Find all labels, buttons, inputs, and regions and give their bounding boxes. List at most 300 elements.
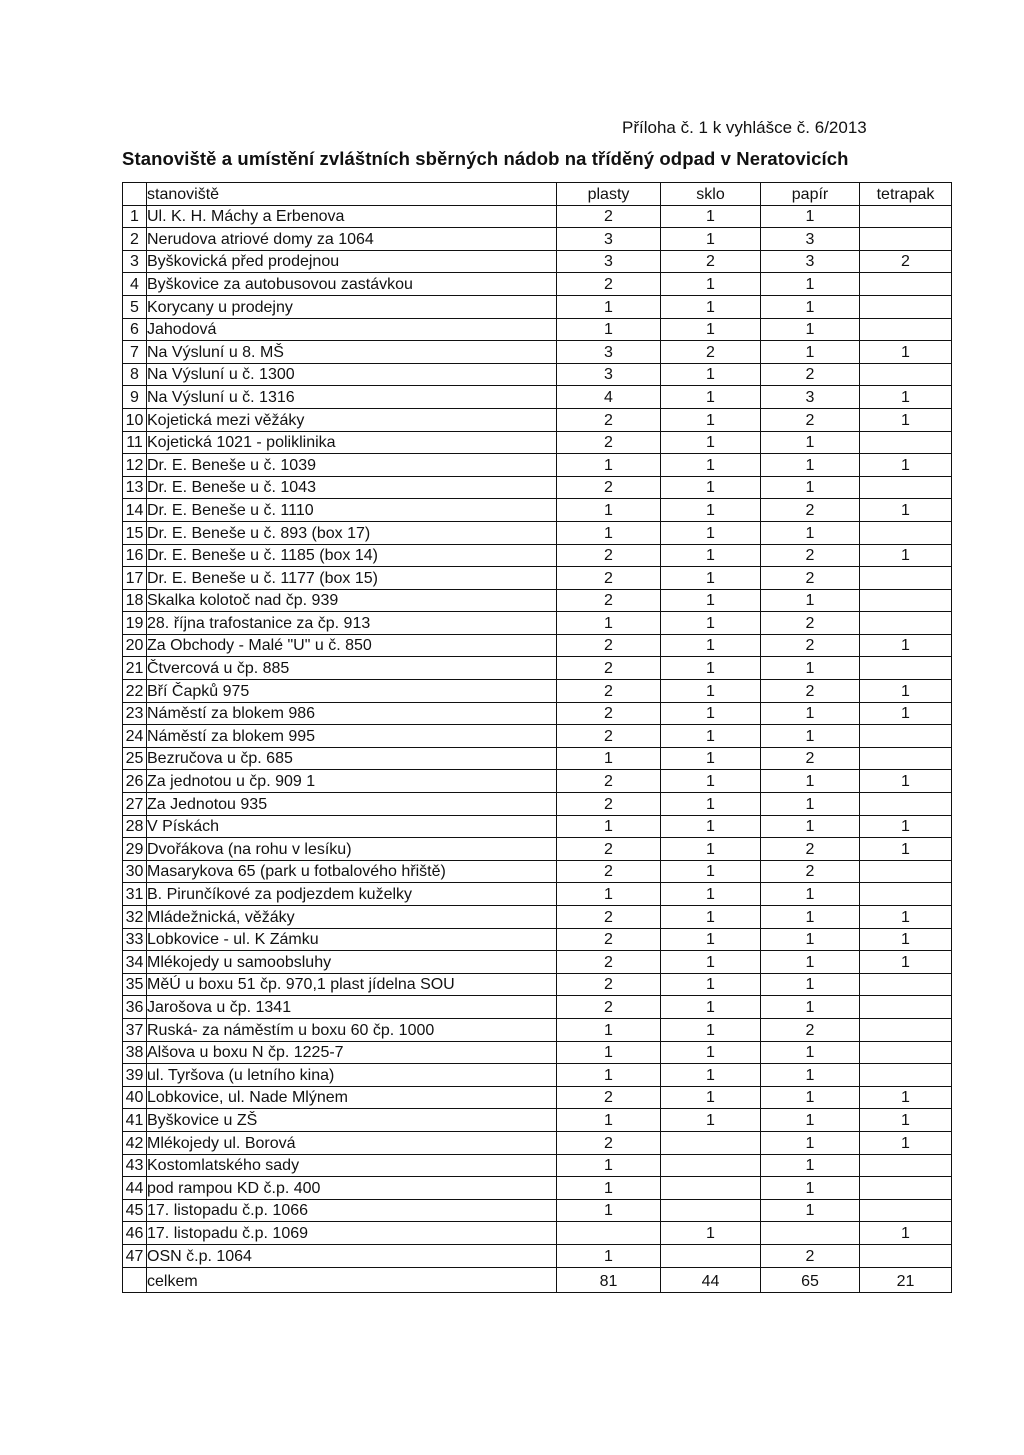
cell-number: 17 (123, 567, 147, 590)
cell-location: Lobkovice, ul. Nade Mlýnem (147, 1086, 557, 1109)
cell-plastics: 2 (557, 544, 661, 567)
table-row (123, 589, 952, 612)
cell-tetrapak (860, 205, 952, 228)
cell-tetrapak (860, 1064, 952, 1087)
cell-location: Korycany u prodejny (147, 295, 557, 318)
cell-glass: 1 (661, 793, 761, 816)
cell-location: Lobkovice - ul. K Zámku (147, 928, 557, 951)
cell-paper: 1 (761, 1199, 860, 1222)
cell-location: Za Obchody - Malé "U" u č. 850 (147, 634, 557, 657)
cell-location: Dr. E. Beneše u č. 1043 (147, 476, 557, 499)
cell-glass: 2 (661, 341, 761, 364)
cell-plastics: 2 (557, 860, 661, 883)
header-paper: papír (761, 183, 860, 206)
cell-glass: 1 (661, 521, 761, 544)
cell-glass: 1 (661, 860, 761, 883)
cell-tetrapak (860, 295, 952, 318)
cell-location: Byškovice za autobusovou zastávkou (147, 273, 557, 296)
cell-glass: 1 (661, 544, 761, 567)
cell-plastics: 2 (557, 408, 661, 431)
header-glass: sklo (661, 183, 761, 206)
cell-number: 23 (123, 702, 147, 725)
table-row (123, 951, 952, 974)
cell-number: 29 (123, 838, 147, 861)
cell-glass: 1 (661, 702, 761, 725)
cell-plastics: 2 (557, 657, 661, 680)
cell-paper: 3 (761, 386, 860, 409)
cell-number: 44 (123, 1177, 147, 1200)
cell-paper: 1 (761, 318, 860, 341)
cell-number: 15 (123, 521, 147, 544)
cell-number: 38 (123, 1041, 147, 1064)
cell-plastics (557, 1222, 661, 1245)
total-number (123, 1267, 147, 1292)
cell-paper: 2 (761, 860, 860, 883)
cell-plastics: 4 (557, 386, 661, 409)
cell-glass: 1 (661, 612, 761, 635)
table-row (123, 408, 952, 431)
cell-plastics: 2 (557, 431, 661, 454)
table-row (123, 1064, 952, 1087)
cell-tetrapak (860, 1177, 952, 1200)
cell-paper: 1 (761, 1041, 860, 1064)
cell-tetrapak: 1 (860, 680, 952, 703)
cell-location: Za jednotou u čp. 909 1 (147, 770, 557, 793)
cell-location: Na Výsluní u č. 1300 (147, 363, 557, 386)
cell-tetrapak (860, 725, 952, 748)
table-row (123, 431, 952, 454)
cell-tetrapak: 1 (860, 928, 952, 951)
cell-tetrapak: 1 (860, 770, 952, 793)
cell-plastics: 1 (557, 1154, 661, 1177)
cell-glass: 1 (661, 1018, 761, 1041)
cell-location: Dr. E. Beneše u č. 1185 (box 14) (147, 544, 557, 567)
collection-points-table (122, 182, 952, 1293)
header-plastics: plasty (557, 183, 661, 206)
cell-location: Jarošova u čp. 1341 (147, 996, 557, 1019)
cell-plastics: 3 (557, 250, 661, 273)
header-location: stanoviště (147, 183, 557, 206)
cell-glass (661, 1199, 761, 1222)
cell-number: 8 (123, 363, 147, 386)
cell-tetrapak: 1 (860, 544, 952, 567)
cell-tetrapak: 1 (860, 906, 952, 929)
cell-plastics: 1 (557, 1177, 661, 1200)
cell-glass: 1 (661, 476, 761, 499)
table-row (123, 273, 952, 296)
cell-glass: 1 (661, 408, 761, 431)
table-row (123, 228, 952, 251)
document-reference: Příloha č. 1 k vyhlášce č. 6/2013 (622, 118, 867, 137)
cell-plastics: 1 (557, 883, 661, 906)
total-plastics: 81 (557, 1267, 661, 1292)
table-row (123, 1109, 952, 1132)
cell-paper: 2 (761, 567, 860, 590)
cell-number: 31 (123, 883, 147, 906)
cell-tetrapak: 1 (860, 1222, 952, 1245)
cell-paper: 3 (761, 250, 860, 273)
cell-location: Dr. E. Beneše u č. 893 (box 17) (147, 521, 557, 544)
cell-number: 16 (123, 544, 147, 567)
table-row (123, 996, 952, 1019)
cell-paper: 2 (761, 499, 860, 522)
table-row (123, 906, 952, 929)
cell-tetrapak (860, 860, 952, 883)
cell-plastics: 2 (557, 567, 661, 590)
table-row (123, 860, 952, 883)
table-row (123, 1244, 952, 1267)
cell-number: 19 (123, 612, 147, 635)
cell-paper: 2 (761, 408, 860, 431)
cell-number: 13 (123, 476, 147, 499)
cell-tetrapak: 1 (860, 634, 952, 657)
cell-glass: 1 (661, 906, 761, 929)
table-row (123, 1199, 952, 1222)
cell-location: Mlékojedy u samoobsluhy (147, 951, 557, 974)
cell-paper: 1 (761, 1109, 860, 1132)
cell-plastics: 1 (557, 1064, 661, 1087)
cell-paper: 3 (761, 228, 860, 251)
cell-location: Ul. K. H. Máchy a Erbenova (147, 205, 557, 228)
cell-paper: 1 (761, 973, 860, 996)
cell-location: Náměstí za blokem 986 (147, 702, 557, 725)
cell-plastics: 2 (557, 973, 661, 996)
table-row (123, 702, 952, 725)
cell-tetrapak (860, 318, 952, 341)
cell-glass: 1 (661, 680, 761, 703)
table-row (123, 363, 952, 386)
cell-glass: 1 (661, 1109, 761, 1132)
cell-location: 17. listopadu č.p. 1066 (147, 1199, 557, 1222)
table-row (123, 250, 952, 273)
cell-paper: 1 (761, 454, 860, 477)
cell-location: Byškovice u ZŠ (147, 1109, 557, 1132)
cell-glass: 1 (661, 589, 761, 612)
table-row (123, 295, 952, 318)
cell-glass: 1 (661, 747, 761, 770)
cell-number: 22 (123, 680, 147, 703)
cell-number: 42 (123, 1131, 147, 1154)
cell-glass: 1 (661, 228, 761, 251)
cell-paper: 1 (761, 770, 860, 793)
cell-location: Čtvercová u čp. 885 (147, 657, 557, 680)
cell-location: 28. října trafostanice za čp. 913 (147, 612, 557, 635)
table-row (123, 1131, 952, 1154)
total-label: celkem (147, 1267, 557, 1292)
cell-paper: 2 (761, 634, 860, 657)
cell-plastics: 1 (557, 1244, 661, 1267)
cell-paper: 1 (761, 1064, 860, 1087)
cell-number: 9 (123, 386, 147, 409)
cell-glass: 1 (661, 815, 761, 838)
cell-glass: 1 (661, 318, 761, 341)
cell-location: Na Výsluní u č. 1316 (147, 386, 557, 409)
cell-number: 2 (123, 228, 147, 251)
cell-paper: 1 (761, 1131, 860, 1154)
table-row (123, 341, 952, 364)
cell-paper: 1 (761, 205, 860, 228)
cell-location: Za Jednotou 935 (147, 793, 557, 816)
cell-tetrapak (860, 1199, 952, 1222)
document-title: Stanoviště a umístění zvláštních sběrných nádob na tříděný odpad v Neratovicích (122, 148, 849, 169)
cell-location: Dr. E. Beneše u č. 1177 (box 15) (147, 567, 557, 590)
cell-tetrapak (860, 363, 952, 386)
cell-tetrapak (860, 589, 952, 612)
cell-glass: 1 (661, 928, 761, 951)
cell-plastics: 3 (557, 228, 661, 251)
cell-glass: 1 (661, 1086, 761, 1109)
table-row (123, 883, 952, 906)
cell-paper: 2 (761, 1244, 860, 1267)
cell-paper: 1 (761, 951, 860, 974)
cell-location: Dvořákova (na rohu v lesíku) (147, 838, 557, 861)
cell-paper: 1 (761, 476, 860, 499)
cell-plastics: 2 (557, 476, 661, 499)
cell-glass: 1 (661, 431, 761, 454)
cell-number: 18 (123, 589, 147, 612)
cell-tetrapak (860, 883, 952, 906)
cell-paper: 1 (761, 341, 860, 364)
cell-plastics: 1 (557, 1018, 661, 1041)
table-row (123, 1222, 952, 1245)
cell-number: 43 (123, 1154, 147, 1177)
cell-number: 12 (123, 454, 147, 477)
cell-location: Jahodová (147, 318, 557, 341)
table-row (123, 205, 952, 228)
cell-paper: 1 (761, 431, 860, 454)
cell-paper: 1 (761, 702, 860, 725)
table-row (123, 973, 952, 996)
cell-plastics: 1 (557, 1109, 661, 1132)
cell-tetrapak (860, 612, 952, 635)
table-row (123, 928, 952, 951)
cell-number: 28 (123, 815, 147, 838)
cell-paper: 1 (761, 928, 860, 951)
cell-location: Dr. E. Beneše u č. 1110 (147, 499, 557, 522)
cell-number: 40 (123, 1086, 147, 1109)
cell-number: 32 (123, 906, 147, 929)
cell-glass: 2 (661, 250, 761, 273)
cell-number: 37 (123, 1018, 147, 1041)
cell-glass: 1 (661, 386, 761, 409)
cell-plastics: 2 (557, 725, 661, 748)
cell-tetrapak: 1 (860, 702, 952, 725)
cell-number: 26 (123, 770, 147, 793)
table-row (123, 499, 952, 522)
total-glass: 44 (661, 1267, 761, 1292)
cell-location: Nerudova atriové domy za 1064 (147, 228, 557, 251)
cell-paper: 1 (761, 815, 860, 838)
cell-plastics: 2 (557, 205, 661, 228)
cell-glass: 1 (661, 883, 761, 906)
cell-glass (661, 1177, 761, 1200)
cell-glass: 1 (661, 1041, 761, 1064)
cell-paper: 1 (761, 1154, 860, 1177)
cell-plastics: 2 (557, 1131, 661, 1154)
table-row (123, 521, 952, 544)
cell-number: 10 (123, 408, 147, 431)
cell-number: 24 (123, 725, 147, 748)
table-row (123, 318, 952, 341)
table-row (123, 544, 952, 567)
cell-number: 35 (123, 973, 147, 996)
cell-plastics: 1 (557, 815, 661, 838)
cell-paper: 1 (761, 883, 860, 906)
cell-plastics: 2 (557, 793, 661, 816)
cell-paper: 2 (761, 747, 860, 770)
cell-glass: 1 (661, 951, 761, 974)
table-row (123, 1154, 952, 1177)
table-row (123, 1177, 952, 1200)
cell-glass (661, 1131, 761, 1154)
cell-number: 25 (123, 747, 147, 770)
cell-paper: 1 (761, 589, 860, 612)
cell-paper (761, 1222, 860, 1245)
cell-tetrapak (860, 228, 952, 251)
cell-glass: 1 (661, 725, 761, 748)
cell-plastics: 1 (557, 318, 661, 341)
cell-glass: 1 (661, 1064, 761, 1087)
cell-tetrapak (860, 567, 952, 590)
cell-number: 20 (123, 634, 147, 657)
cell-tetrapak (860, 476, 952, 499)
cell-plastics: 2 (557, 680, 661, 703)
cell-plastics: 2 (557, 273, 661, 296)
cell-plastics: 2 (557, 702, 661, 725)
cell-paper: 1 (761, 273, 860, 296)
cell-number: 6 (123, 318, 147, 341)
cell-tetrapak: 1 (860, 386, 952, 409)
total-tetrapak: 21 (860, 1267, 952, 1292)
table-row (123, 680, 952, 703)
cell-number: 21 (123, 657, 147, 680)
cell-glass: 1 (661, 657, 761, 680)
cell-glass: 1 (661, 499, 761, 522)
cell-location: Alšova u boxu N čp. 1225-7 (147, 1041, 557, 1064)
cell-location: Na Výsluní u 8. MŠ (147, 341, 557, 364)
cell-plastics: 2 (557, 838, 661, 861)
cell-number: 33 (123, 928, 147, 951)
header-number (123, 183, 147, 206)
cell-location: Mlékojedy ul. Borová (147, 1131, 557, 1154)
cell-number: 34 (123, 951, 147, 974)
table-row (123, 815, 952, 838)
table-row (123, 725, 952, 748)
cell-plastics: 2 (557, 1086, 661, 1109)
cell-tetrapak: 1 (860, 341, 952, 364)
cell-paper: 1 (761, 1086, 860, 1109)
cell-paper: 1 (761, 657, 860, 680)
cell-location: MěÚ u boxu 51 čp. 970,1 plast jídelna SOU (147, 973, 557, 996)
cell-paper: 1 (761, 996, 860, 1019)
cell-plastics: 2 (557, 951, 661, 974)
cell-number: 45 (123, 1199, 147, 1222)
total-paper: 65 (761, 1267, 860, 1292)
cell-plastics: 2 (557, 770, 661, 793)
cell-tetrapak (860, 996, 952, 1019)
cell-location: Byškovická před prodejnou (147, 250, 557, 273)
cell-tetrapak (860, 1244, 952, 1267)
cell-tetrapak (860, 657, 952, 680)
cell-paper: 2 (761, 838, 860, 861)
table-body (123, 205, 952, 1267)
cell-plastics: 1 (557, 499, 661, 522)
table-row (123, 838, 952, 861)
cell-tetrapak (860, 1154, 952, 1177)
cell-tetrapak: 1 (860, 454, 952, 477)
cell-number: 30 (123, 860, 147, 883)
table-row (123, 634, 952, 657)
cell-location: Mládežnická, věžáky (147, 906, 557, 929)
cell-plastics: 1 (557, 1199, 661, 1222)
cell-tetrapak: 1 (860, 951, 952, 974)
cell-plastics: 2 (557, 996, 661, 1019)
cell-paper: 1 (761, 1177, 860, 1200)
cell-plastics: 1 (557, 295, 661, 318)
cell-plastics: 2 (557, 589, 661, 612)
cell-tetrapak: 1 (860, 1086, 952, 1109)
table-row (123, 386, 952, 409)
cell-number: 1 (123, 205, 147, 228)
cell-glass: 1 (661, 973, 761, 996)
cell-plastics: 3 (557, 341, 661, 364)
cell-glass: 1 (661, 205, 761, 228)
cell-paper: 2 (761, 1018, 860, 1041)
header-tetrapak: tetrapak (860, 183, 952, 206)
cell-location: Náměstí za blokem 995 (147, 725, 557, 748)
cell-plastics: 1 (557, 1041, 661, 1064)
cell-tetrapak (860, 1018, 952, 1041)
cell-location: ul. Tyršova (u letního kina) (147, 1064, 557, 1087)
cell-glass: 1 (661, 567, 761, 590)
cell-number: 11 (123, 431, 147, 454)
cell-number: 27 (123, 793, 147, 816)
table-row (123, 612, 952, 635)
cell-tetrapak (860, 793, 952, 816)
cell-tetrapak: 1 (860, 408, 952, 431)
cell-glass: 1 (661, 295, 761, 318)
cell-paper: 2 (761, 363, 860, 386)
cell-glass (661, 1154, 761, 1177)
cell-tetrapak: 1 (860, 1109, 952, 1132)
table-row (123, 454, 952, 477)
cell-location: Masarykova 65 (park u fotbalového hřiště) (147, 860, 557, 883)
table-row (123, 747, 952, 770)
cell-number: 46 (123, 1222, 147, 1245)
cell-tetrapak (860, 1041, 952, 1064)
table-row (123, 1018, 952, 1041)
cell-location: Bří Čapků 975 (147, 680, 557, 703)
cell-paper: 1 (761, 793, 860, 816)
cell-number: 36 (123, 996, 147, 1019)
cell-glass: 1 (661, 838, 761, 861)
cell-glass (661, 1244, 761, 1267)
cell-glass: 1 (661, 1222, 761, 1245)
cell-location: V Pískách (147, 815, 557, 838)
cell-location: Bezručova u čp. 685 (147, 747, 557, 770)
table-header-row (123, 183, 952, 206)
table-row (123, 476, 952, 499)
cell-glass: 1 (661, 454, 761, 477)
cell-glass: 1 (661, 996, 761, 1019)
cell-number: 5 (123, 295, 147, 318)
cell-tetrapak: 1 (860, 838, 952, 861)
cell-location: pod rampou KD č.p. 400 (147, 1177, 557, 1200)
cell-number: 39 (123, 1064, 147, 1087)
table-row (123, 1086, 952, 1109)
cell-tetrapak (860, 273, 952, 296)
cell-plastics: 1 (557, 521, 661, 544)
